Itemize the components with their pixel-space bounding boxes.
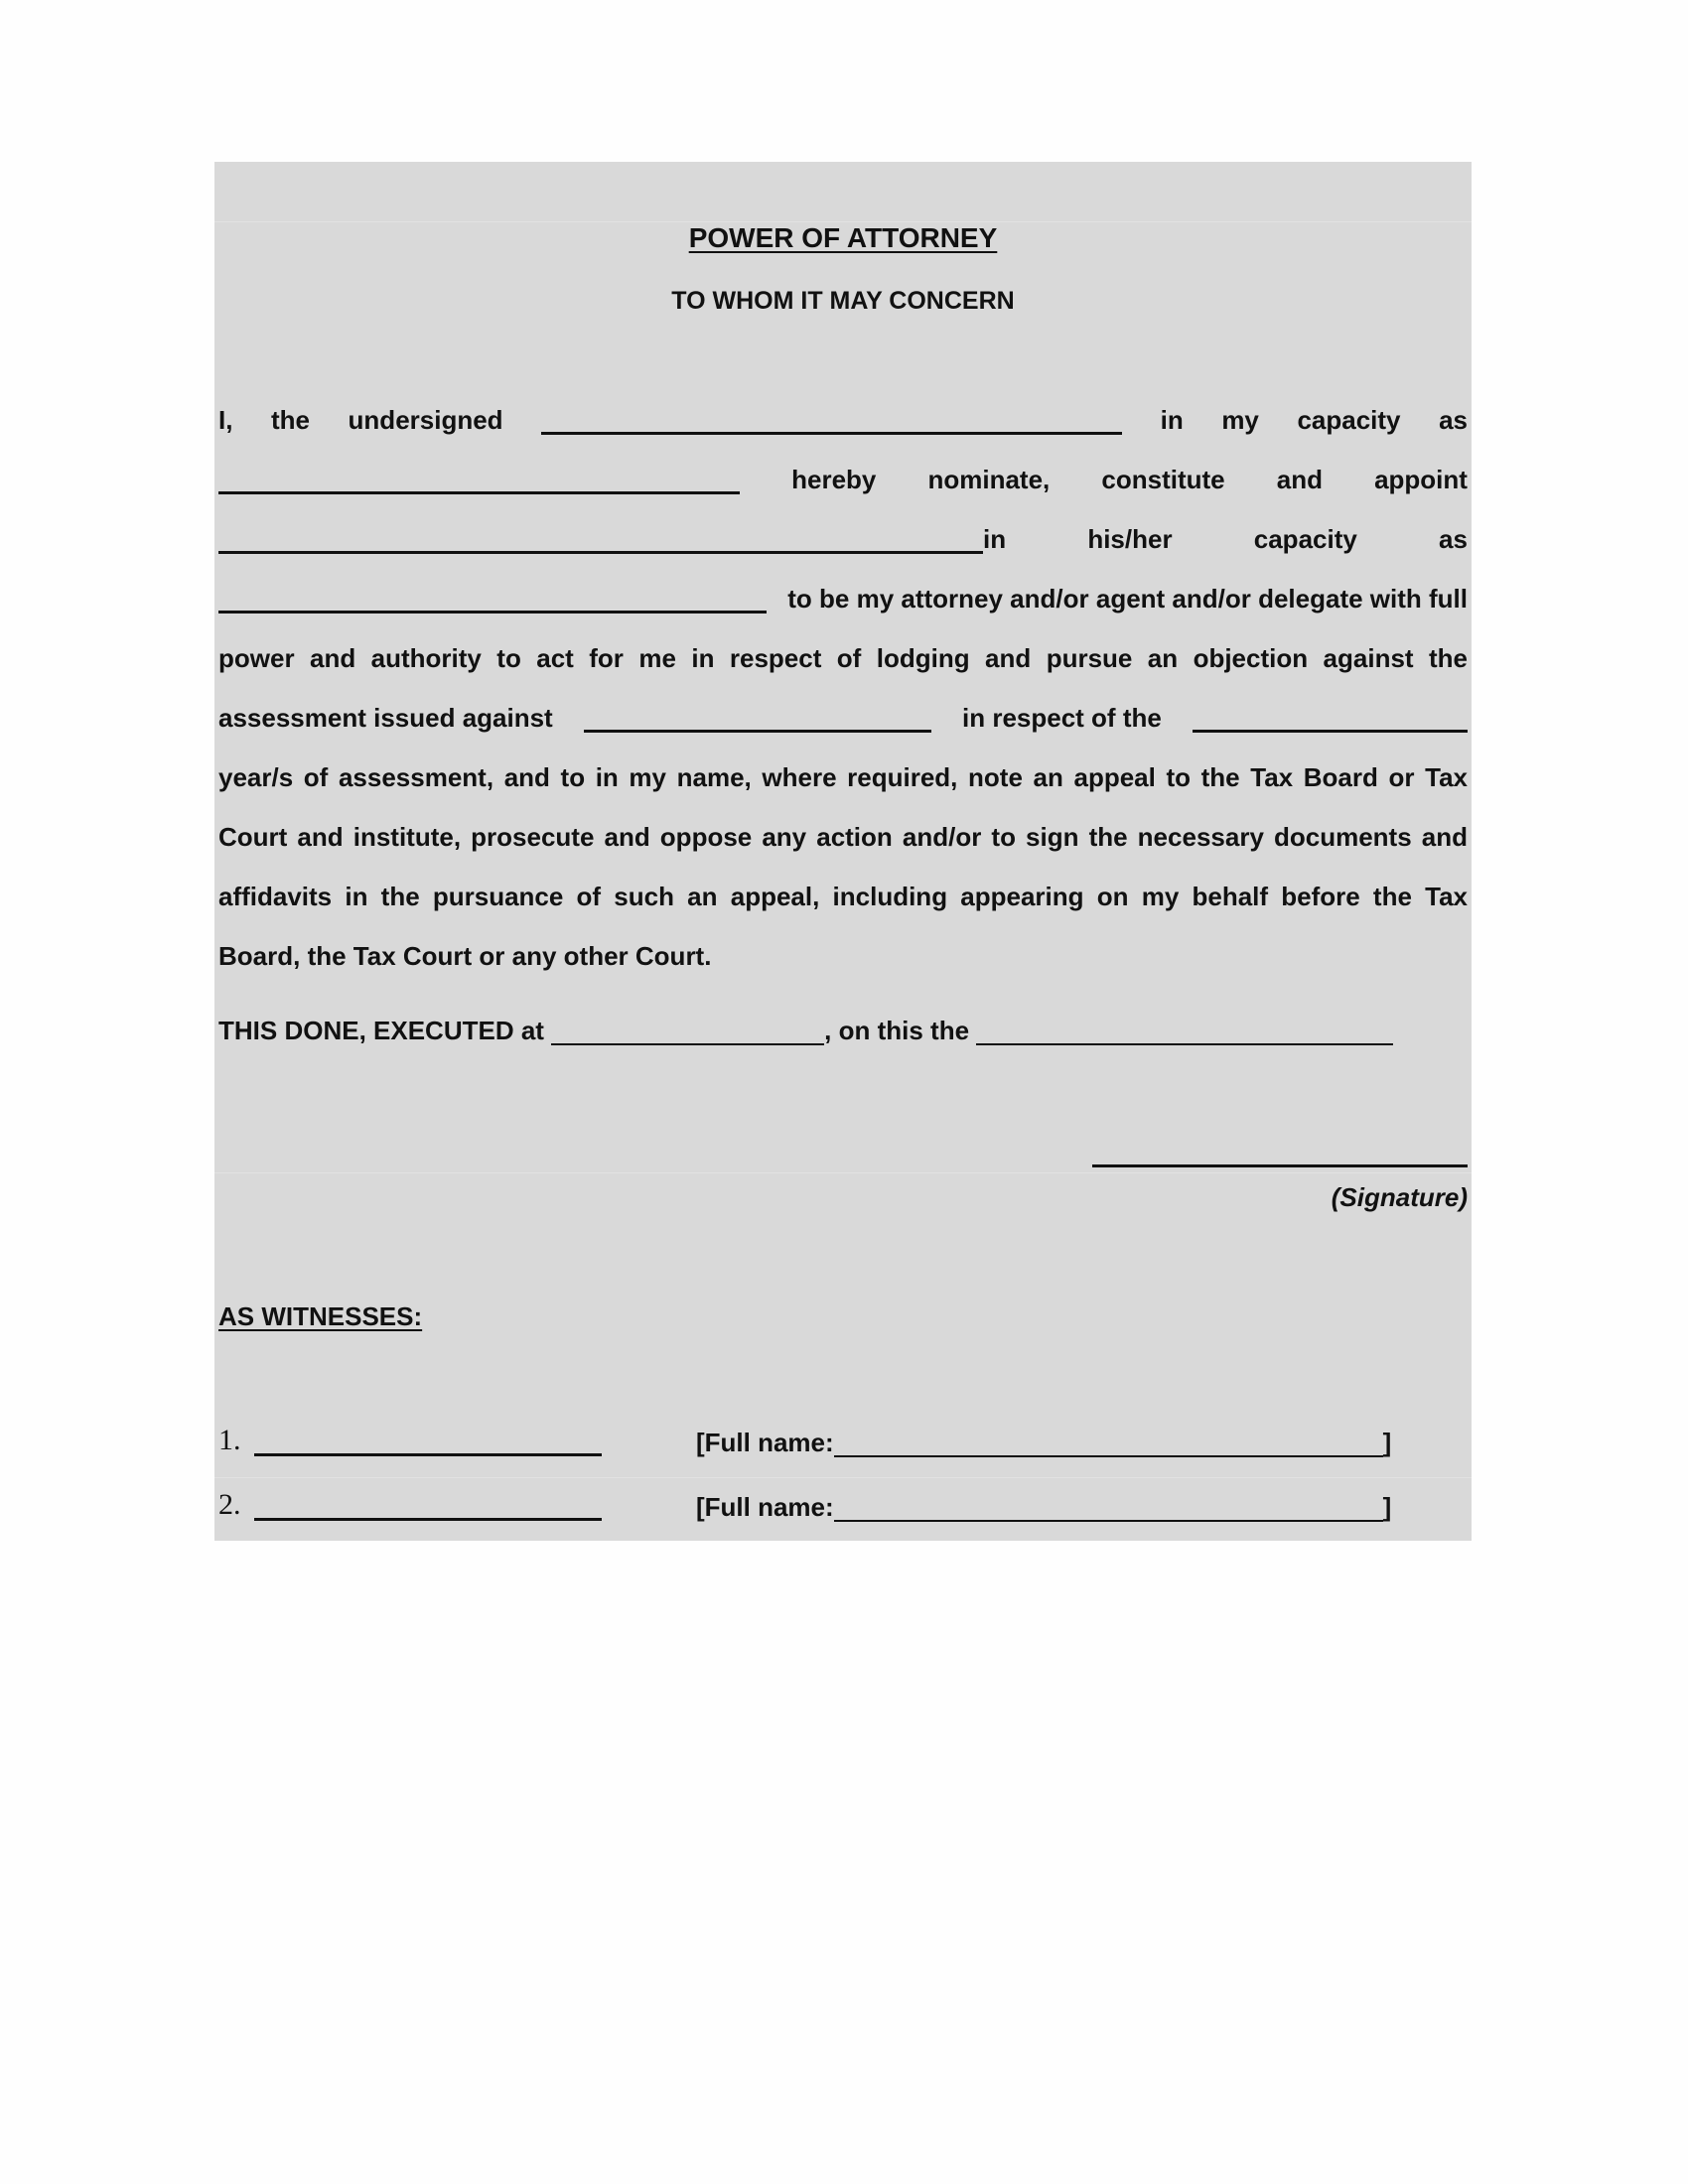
executed-date-field[interactable] bbox=[976, 1020, 1393, 1045]
attorney-capacity-field[interactable] bbox=[218, 587, 767, 614]
body-line-8: Court and institute, prosecute and oppose any action and/or to sign the necessary documents and bbox=[218, 822, 1468, 852]
text: in bbox=[983, 524, 1007, 554]
text: appoint bbox=[1374, 465, 1468, 494]
text: ] bbox=[1382, 1428, 1392, 1457]
text: to be my attorney and/or agent and/or delegate with full bbox=[787, 584, 1468, 614]
witness-1-fullname-field[interactable] bbox=[834, 1432, 1383, 1457]
witness-2-signature-field[interactable] bbox=[254, 1518, 602, 1521]
text: in bbox=[1160, 405, 1184, 435]
executed-line bbox=[218, 1016, 1393, 1045]
executed-place-field[interactable] bbox=[551, 1020, 824, 1045]
undersigned-name-field[interactable] bbox=[541, 408, 1122, 435]
signature-label: (Signature) bbox=[1331, 1182, 1468, 1212]
text: his/her bbox=[1087, 524, 1173, 554]
body-line-2 bbox=[218, 465, 1468, 494]
text: [Full name: bbox=[696, 1492, 834, 1522]
witnesses-heading: AS WITNESSES: bbox=[218, 1301, 423, 1331]
witness-2-fullname bbox=[696, 1492, 1391, 1522]
witness-2-fullname-field[interactable] bbox=[834, 1496, 1383, 1522]
text: as bbox=[1439, 524, 1468, 554]
text: [Full name: bbox=[696, 1428, 834, 1457]
text: undersigned bbox=[348, 405, 503, 435]
text: nominate, bbox=[927, 465, 1051, 494]
body-line-1 bbox=[218, 405, 1468, 435]
document-page bbox=[214, 162, 1472, 1541]
divider bbox=[214, 1172, 1472, 1173]
divider bbox=[214, 1477, 1472, 1478]
text: capacity bbox=[1253, 524, 1357, 554]
witness-number: 1. bbox=[218, 1424, 241, 1456]
text: as bbox=[1439, 405, 1468, 435]
text: , on this the bbox=[824, 1016, 970, 1045]
document-subtitle: TO WHOM IT MAY CONCERN bbox=[671, 287, 1015, 315]
body-line-6 bbox=[218, 703, 1468, 733]
text: in respect of the bbox=[962, 703, 1162, 733]
witness-number: 2. bbox=[218, 1488, 241, 1521]
text: hereby bbox=[791, 465, 877, 494]
text: THIS DONE, EXECUTED at bbox=[218, 1016, 544, 1045]
text: assessment issued against bbox=[218, 703, 553, 733]
body-line-10: Board, the Tax Court or any other Court. bbox=[218, 941, 712, 971]
signature-line[interactable] bbox=[1092, 1164, 1468, 1167]
body-line-5: power and authority to act for me in respect of lodging and pursue an objection against the bbox=[218, 643, 1468, 673]
text: constitute bbox=[1101, 465, 1225, 494]
body-line-7: year/s of assessment, and to in my name, where required, note an appeal to the Tax Board or Tax bbox=[218, 762, 1468, 792]
text: the bbox=[271, 405, 310, 435]
taxpayer-field[interactable] bbox=[584, 706, 931, 733]
document-title: POWER OF ATTORNEY bbox=[688, 222, 998, 253]
attorney-name-field[interactable] bbox=[218, 527, 983, 554]
assessment-year-field[interactable] bbox=[1193, 706, 1468, 733]
witness-1-signature-field[interactable] bbox=[254, 1453, 602, 1456]
text: and bbox=[1276, 465, 1323, 494]
body-line-9: affidavits in the pursuance of such an appeal, including appearing on my behalf before the Tax bbox=[218, 882, 1468, 911]
text: my bbox=[1221, 405, 1259, 435]
body-line-4 bbox=[218, 584, 1468, 614]
grantor-capacity-field[interactable] bbox=[218, 468, 740, 494]
text: capacity bbox=[1297, 405, 1401, 435]
witness-1-fullname bbox=[696, 1428, 1391, 1457]
body-line-3 bbox=[218, 524, 1468, 554]
text: I, bbox=[218, 405, 233, 435]
text: ] bbox=[1382, 1492, 1392, 1522]
